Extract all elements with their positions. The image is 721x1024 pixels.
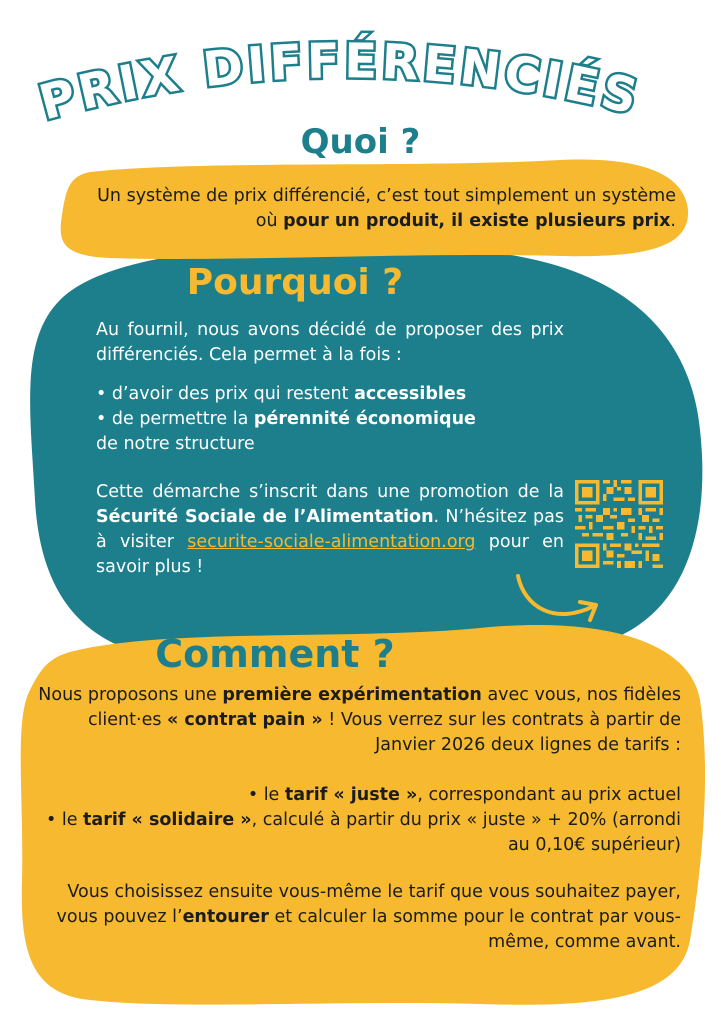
pourquoi-bullet-perennite bbox=[96, 407, 564, 432]
comment-text-post: ! Vous verrez sur les contrats à partir de Janvier 2026 deux lignes de tarifs : bbox=[322, 710, 681, 755]
closing-text-pre: Vous choisissez ensuite vous-même le tarif que vous souhaitez payer, vous pouvez l’ bbox=[56, 882, 681, 927]
ssa-text-post: pour en savoir plus ! bbox=[96, 532, 564, 577]
bullet-text: , correspondant au prix actuel bbox=[417, 785, 681, 805]
pourquoi-bullet-list bbox=[96, 382, 564, 457]
ssa-website-link[interactable]: securite-sociale-alimentation.org bbox=[187, 532, 476, 552]
qr-code-icon[interactable] bbox=[575, 480, 663, 568]
curved-arrow-icon bbox=[510, 570, 610, 632]
bullet-strong: tarif « solidaire » bbox=[83, 810, 252, 830]
comment-text-strong-contract: « contrat pain » bbox=[167, 710, 323, 730]
pourquoi-bullet-continuation: de notre structure bbox=[96, 434, 255, 454]
quoi-text-end: . bbox=[670, 211, 676, 231]
closing-text-strong: entourer bbox=[182, 907, 269, 927]
bullet-text: • de permettre la bbox=[96, 409, 254, 429]
bullet-strong: accessibles bbox=[354, 384, 467, 404]
bullet-text: , calculé à partir du prix « juste » + 20% (arrondi au 0,10€ supérieur) bbox=[251, 810, 681, 855]
tarif-juste-bullet bbox=[36, 783, 681, 808]
tarif-bullet-list bbox=[36, 783, 681, 858]
bullet-strong: tarif « juste » bbox=[284, 785, 418, 805]
pourquoi-ssa-paragraph bbox=[96, 480, 564, 580]
bullet-strong: pérennité économique bbox=[253, 409, 476, 429]
ssa-text-mid: . N’hésitez pas à visiter bbox=[96, 507, 564, 552]
quoi-text bbox=[86, 184, 676, 234]
pourquoi-bullet-accessible bbox=[96, 382, 564, 407]
comment-paragraph bbox=[36, 683, 681, 758]
comment-text-strong: première expérimentation bbox=[222, 685, 482, 705]
pourquoi-paragraph: Au fournil, nous avons décidé de proposer des prix différenciés. Cela permet à la fois : bbox=[96, 320, 564, 365]
pourquoi-heading: Pourquoi ? bbox=[186, 262, 404, 303]
comment-text-mid: avec vous, nos fidèles client·es bbox=[87, 685, 681, 730]
svg-text:PRIX DIFFÉRENCIÉS bbox=[34, 32, 647, 131]
comment-text-pre: Nous proposons une bbox=[38, 685, 223, 705]
comment-heading: Comment ? bbox=[155, 632, 395, 676]
ssa-text-strong: Sécurité Sociale de l’Alimentation bbox=[96, 507, 434, 527]
bullet-text: • d’avoir des prix qui restent bbox=[96, 384, 355, 404]
comment-closing-paragraph bbox=[36, 880, 681, 955]
page-title: PRIX DIFFÉRENCIÉS bbox=[33, 33, 647, 132]
closing-text-post: et calculer la somme pour le contrat par vous-même, comme avant. bbox=[268, 907, 681, 952]
quoi-text-strong: pour un produit, il existe plusieurs prix bbox=[283, 211, 671, 231]
tarif-solidaire-bullet bbox=[36, 808, 681, 858]
bullet-text: • le bbox=[247, 785, 285, 805]
ssa-text-pre: Cette démarche s’inscrit dans une promotion de la bbox=[96, 482, 564, 502]
quoi-text-intro: Un système de prix différencié, c’est tout simplement un système où bbox=[97, 186, 676, 231]
quoi-heading: Quoi ? bbox=[300, 122, 421, 162]
bullet-text: • le bbox=[45, 810, 84, 830]
